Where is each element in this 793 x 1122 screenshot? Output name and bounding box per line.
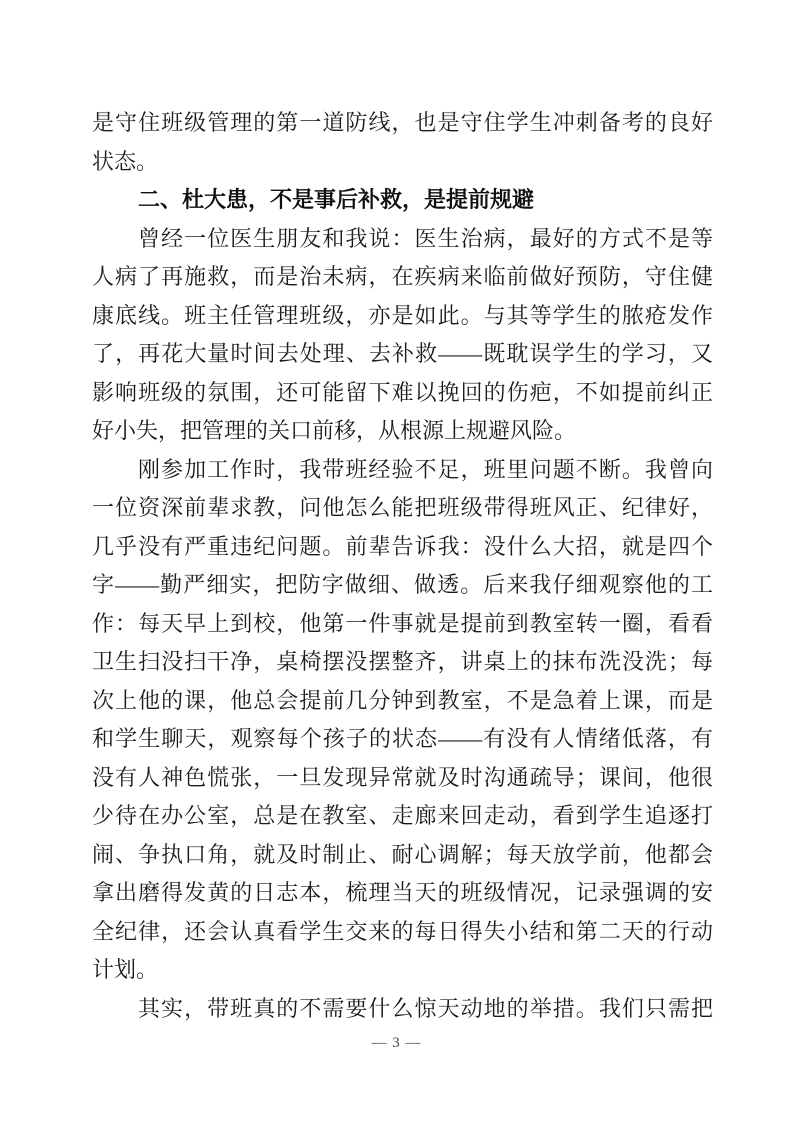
text-line: 二、杜大患，不是事后补救，是提前规避 — [138, 187, 535, 212]
text-line: 了，再花大量时间去处理、去补救——既耽误学生的学习，又 — [92, 341, 713, 366]
paragraph — [92, 104, 713, 181]
text-line: 康底线。班主任管理班级，亦是如此。与其等学生的脓疮发作 — [92, 302, 713, 328]
text-line: 影响班级的氛围，还可能留下难以挽回的伤疤，不如提前纠正 — [92, 379, 713, 405]
section-heading — [92, 181, 713, 220]
text-line: 和学生聊天，观察每个孩子的状态——有没有人情绪低落，有 — [92, 726, 713, 751]
text-line: 少待在办公室，总是在教室、走廊来回走动，看到学生追逐打 — [92, 803, 713, 828]
text-line: 计划。 — [92, 957, 159, 982]
text-line: 拿出磨得发黄的日志本，梳理当天的班级情况，记录强调的安 — [92, 880, 713, 905]
paragraph — [92, 451, 713, 990]
text-line: 没有人神色慌张，一旦发现异常就及时沟通疏导；课间，他很 — [92, 764, 713, 790]
text-line: 刚参加工作时，我带班经验不足，班里问题不断。我曾向 — [138, 456, 713, 482]
text-line: 是守住班级管理的第一道防线，也是守住学生冲刺备考的良好 — [92, 110, 713, 135]
text-line: 状态。 — [92, 148, 159, 174]
text-line: 其实，带班真的不需要什么惊天动地的举措。我们只需把 — [138, 995, 713, 1021]
text-line: 闹、争执口角，就及时制止、耐心调解；每天放学前，他都会 — [92, 841, 713, 867]
text-line: 次上他的课，他总会提前几分钟到教室，不是急着上课，而是 — [92, 687, 713, 713]
text-line: 几乎没有严重违纪问题。前辈告诉我：没什么大招，就是四个 — [92, 533, 713, 559]
text-line: 卫生扫没扫干净，桌椅摆没摆整齐，讲桌上的抹布洗没洗；每 — [92, 649, 713, 674]
document-body — [92, 104, 713, 1028]
text-line: 字——勤严细实，把防字做细、做透。后来我仔细观察他的工 — [92, 572, 713, 597]
text-line: 全纪律，还会认真看学生交来的每日得失小结和第二天的行动 — [92, 918, 713, 944]
text-line: 好小失，把管理的关口前移，从根源上规避风险。 — [92, 418, 577, 443]
text-line: 曾经一位医生朋友和我说：医生治病，最好的方式不是等 — [138, 225, 713, 251]
text-line: 作：每天早上到校，他第一件事就是提前到教室转一圈，看看 — [92, 610, 713, 636]
text-line: 人病了再施救，而是治未病，在疾病来临前做好预防，守住健 — [92, 264, 713, 289]
paragraph — [92, 990, 713, 1029]
text-line: 一位资深前辈求教，问他怎么能把班级带得班风正、纪律好， — [92, 495, 713, 520]
paragraph — [92, 220, 713, 451]
page-number: — 3 — — [371, 1035, 422, 1051]
